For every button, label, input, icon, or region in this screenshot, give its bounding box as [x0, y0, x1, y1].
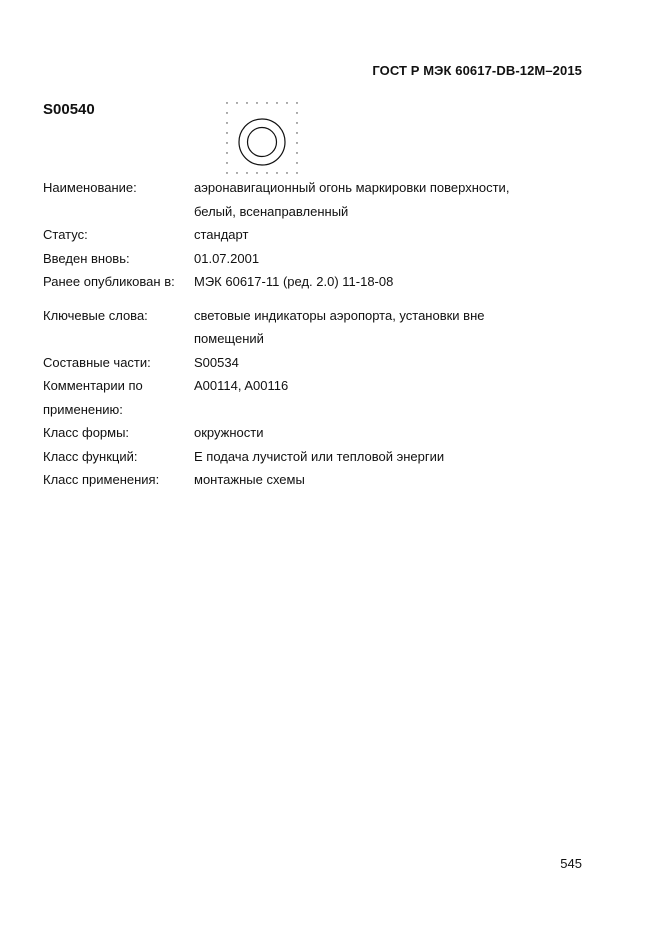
grid-dot	[286, 102, 287, 103]
property-label-line: Наименование:	[43, 180, 137, 195]
property-value-line: стандарт	[194, 227, 249, 242]
surface-marker-light-symbol	[222, 98, 302, 178]
property-label-line: применению:	[43, 401, 123, 417]
property-label-line: Класс формы:	[43, 425, 130, 440]
property-label	[43, 306, 193, 330]
property-value-line: световые индикаторы аэропорта, установки вне	[194, 307, 485, 323]
symbol-grid-dots	[226, 102, 297, 173]
grid-dot	[296, 112, 297, 113]
grid-dot	[246, 102, 247, 103]
property-value-line: 01.07.2001	[194, 250, 260, 266]
property-label-line: Составные части:	[43, 354, 151, 370]
property-label	[43, 249, 193, 273]
property-value	[194, 447, 554, 471]
property-value-line: монтажные схемы	[194, 472, 305, 487]
grid-dot	[256, 102, 257, 103]
property-label-line: Комментарии по	[43, 378, 143, 393]
property-label-line: Класс функций:	[43, 448, 138, 464]
grid-dot	[276, 102, 277, 103]
property-label-line: Класс применения:	[43, 472, 160, 487]
property-row	[43, 447, 563, 471]
property-label	[43, 470, 193, 494]
property-value	[194, 306, 554, 353]
property-value-line: МЭК 60617-11 (ред. 2.0) 11-18-08	[194, 274, 394, 289]
symbol-inner-circle	[248, 128, 277, 157]
property-value-line: белый, всенаправленный	[194, 203, 349, 219]
property-row	[43, 376, 563, 423]
property-value	[194, 272, 554, 296]
property-label	[43, 225, 193, 249]
property-row	[43, 423, 563, 447]
grid-dot	[226, 122, 227, 123]
property-label	[43, 447, 193, 471]
property-row	[43, 249, 563, 273]
grid-dot	[296, 172, 297, 173]
property-value-line: помещений	[194, 331, 264, 346]
property-value	[194, 376, 554, 400]
property-row	[43, 353, 563, 377]
grid-dot	[296, 162, 297, 163]
property-value	[194, 249, 554, 273]
grid-dot	[296, 102, 297, 103]
property-label-line: Статус:	[43, 227, 88, 242]
document-standard-header: ГОСТ Р МЭК 60617-DB-12M–2015	[372, 63, 582, 78]
grid-dot	[236, 172, 237, 173]
property-label	[43, 353, 193, 377]
property-label	[43, 423, 193, 447]
property-value-line: аэронавигационный огонь маркировки поверхности,	[194, 180, 510, 195]
property-row	[43, 225, 563, 249]
property-value-line: S00534	[194, 354, 239, 370]
property-row	[43, 306, 563, 353]
property-row	[43, 178, 563, 225]
property-label	[43, 272, 193, 296]
property-value	[194, 470, 554, 494]
property-row	[43, 470, 563, 494]
grid-dot	[276, 172, 277, 173]
page-number: 545	[560, 856, 582, 871]
grid-dot	[286, 172, 287, 173]
grid-dot	[226, 152, 227, 153]
grid-dot	[226, 142, 227, 143]
grid-dot	[226, 132, 227, 133]
property-value-line: окружности	[194, 425, 264, 440]
grid-dot	[266, 102, 267, 103]
property-row	[43, 272, 563, 296]
grid-dot	[236, 102, 237, 103]
property-label-line: Ранее опубликован в:	[43, 274, 175, 289]
property-value	[194, 225, 554, 249]
grid-dot	[226, 102, 227, 103]
property-label-line: Ключевые слова:	[43, 307, 148, 323]
grid-dot	[256, 172, 257, 173]
property-value-line: E подача лучистой или тепловой энергии	[194, 448, 445, 464]
grid-dot	[296, 152, 297, 153]
grid-dot	[296, 122, 297, 123]
grid-dot	[296, 142, 297, 143]
property-value-line: A00114, A00116	[194, 378, 289, 393]
property-label-line: Введен вновь:	[43, 250, 130, 266]
property-label	[43, 178, 193, 202]
symbol-outer-circle	[239, 119, 285, 165]
symbol-code-title: S00540	[43, 101, 95, 118]
property-value	[194, 178, 554, 225]
grid-dot	[226, 172, 227, 173]
grid-dot	[226, 112, 227, 113]
property-value	[194, 423, 554, 447]
grid-dot	[226, 162, 227, 163]
grid-dot	[246, 172, 247, 173]
grid-dot	[266, 172, 267, 173]
property-label	[43, 376, 193, 423]
property-value	[194, 353, 554, 377]
grid-dot	[296, 132, 297, 133]
